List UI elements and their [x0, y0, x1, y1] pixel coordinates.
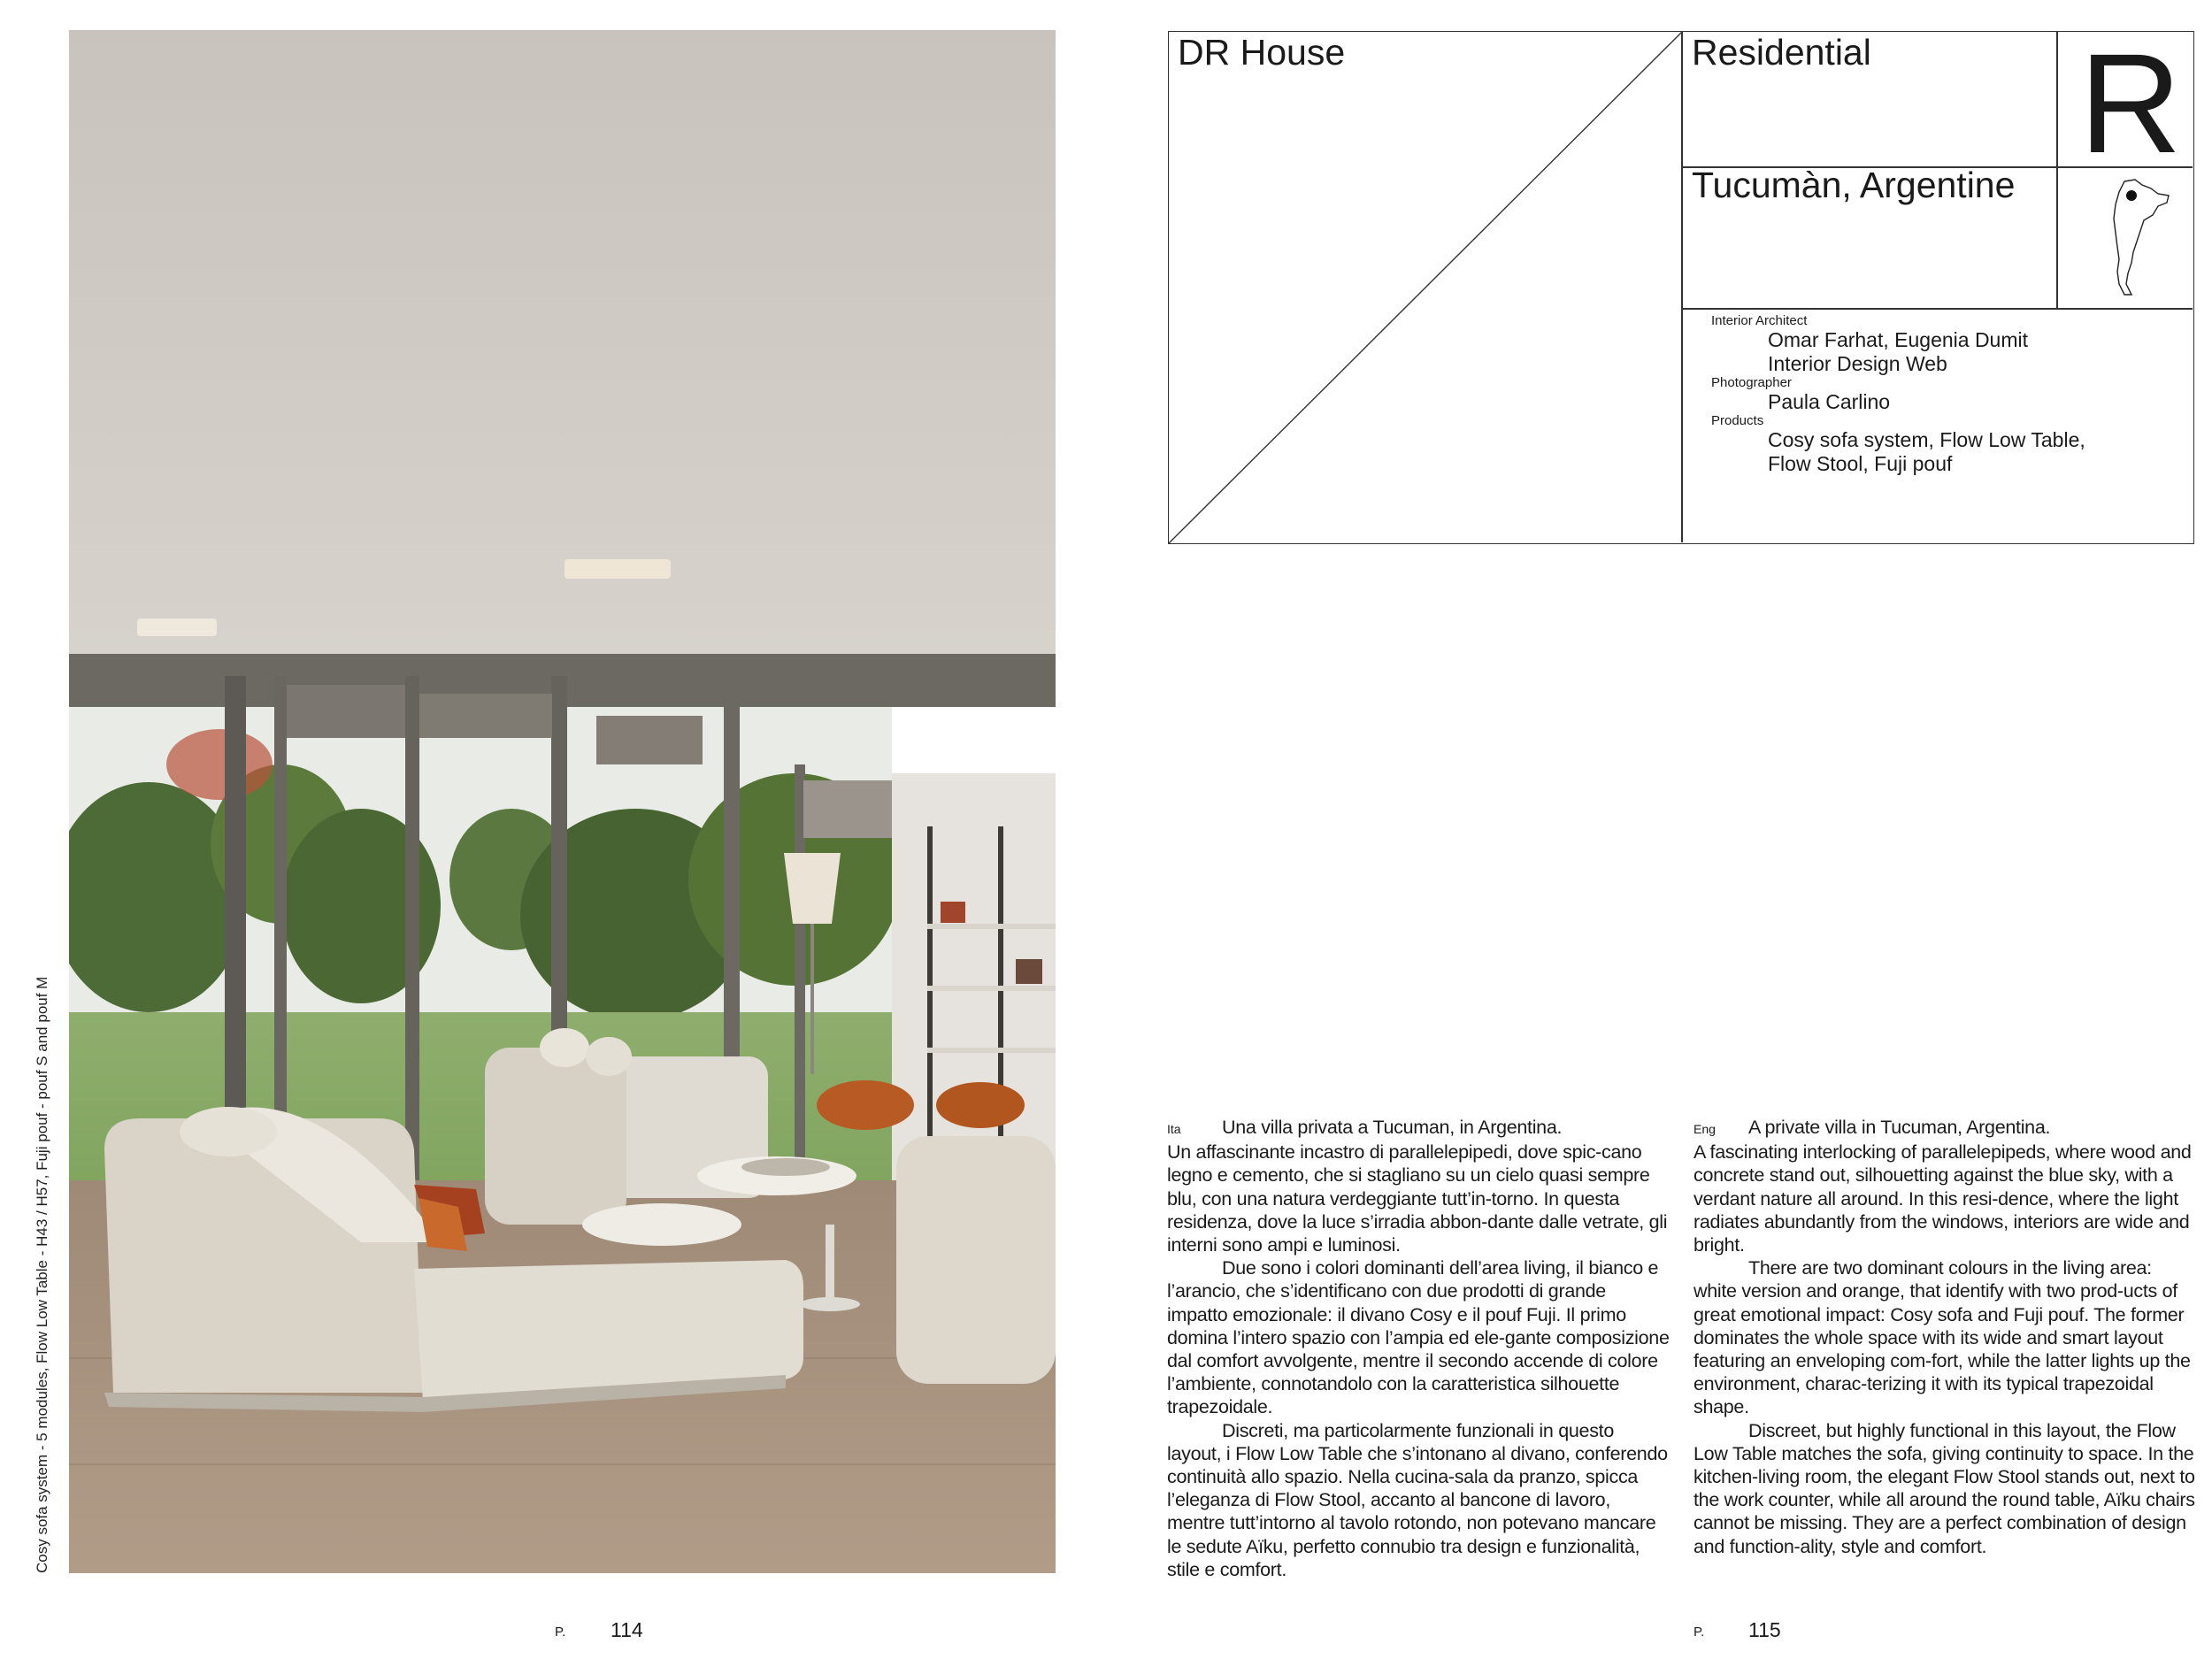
- page-marker: P.: [1694, 1624, 1705, 1640]
- interior-architect-name: Omar Farhat, Eugenia Dumit: [1768, 328, 2029, 351]
- diagonal-line: [1169, 32, 1682, 543]
- table-divider: [1681, 32, 1683, 542]
- italian-heading: Una villa privata a Tucuman, in Argentina.: [1222, 1117, 1563, 1138]
- photographer-label: Photographer: [1711, 375, 1792, 390]
- english-text-column: [1694, 1116, 2198, 1558]
- project-title: DR House: [1178, 32, 1346, 73]
- language-tag: Ita: [1167, 1122, 1181, 1136]
- interior-architect-label: Interior Architect: [1711, 313, 1808, 328]
- argentina-map-icon: [2089, 176, 2177, 300]
- project-info-table: [1168, 24, 2194, 544]
- living-room-photo: [69, 30, 1056, 1573]
- english-paragraph: Discreet, but highly functional in this layout, the Flow Low Table matches the sofa, giving continuity to space. In the kitchen-living room, the elegant Flow Stool stands out, next to the work counter, while all around the round table, Aïku chairs cannot be missing. They are a perfect combination of design and function-ality, style and comfort.: [1694, 1419, 2195, 1557]
- italian-paragraph: Due sono i colori dominanti dell’area living, il bianco e l’arancio, che s’identificano con due prodotti di grande impatto emozionale: il divano Cosy e il pouf Fuji. Il primo domina l’intero spazio con l’ampia ed ele-gante composizione dal comfort avvolgente, mentre il secondo accende di colore l’ambiente, connotandolo con la caratteristica silhouette trapezoidale.: [1167, 1257, 1670, 1418]
- page-number-right: 115: [1748, 1618, 1781, 1641]
- english-paragraph: A fascinating interlocking of parallelepipeds, where wood and concrete stand out, silhouetting against the blue sky, with a verdant nature all around. In this resi-dence, where the light radiates abundantly from the windows, interiors are wide and bright.: [1694, 1141, 2192, 1256]
- language-tag: Eng: [1694, 1122, 1716, 1136]
- photographer-name: Paula Carlino: [1768, 390, 1891, 413]
- category-label: Residential: [1692, 32, 1871, 73]
- photo-caption: Cosy sofa system - 5 modules, Flow Low Table - H43 / H57, Fuji pouf - pouf S and pouf M: [34, 976, 50, 1573]
- location-label: Tucumàn, Argentine: [1692, 165, 2016, 205]
- italian-paragraph: Un affascinante incastro di parallelepipedi, dove spic-cano legno e cemento, che si stagliano su un cielo quasi sempre blu, con una natura verdeggiante tutt’in-torno. In questa residenza, dove la luce s’irradia abbon-dante dalle vetrate, gli interni sono ampi e luminosi.: [1167, 1141, 1668, 1256]
- table-divider: [2056, 32, 2058, 308]
- products-label: Products: [1711, 413, 1764, 428]
- page-number-left: 114: [611, 1618, 643, 1641]
- category-letter: R: [2079, 24, 2182, 182]
- table-divider: [1682, 308, 2193, 310]
- italian-paragraph: Discreti, ma particolarmente funzionali in questo layout, i Flow Low Table che s’intonano al divano, conferendo continuità allo spazio. Nella cucina-sala da pranzo, spicca l’eleganza di Flow Stool, accanto al bancone di lavoro, mentre tutt’intorno al tavolo rotondo, non potevano mancare le sedute Aïku, perfetto connubio tra design e funzionalità, stile e comfort.: [1167, 1419, 1668, 1580]
- living-room-illustration: [69, 30, 1056, 1573]
- interior-architect-studio: Interior Design Web: [1768, 352, 1947, 375]
- products-line-2: Flow Stool, Fuji pouf: [1768, 452, 1953, 475]
- english-heading: A private villa in Tucuman, Argentina.: [1748, 1117, 2051, 1138]
- page-marker: P.: [555, 1624, 566, 1640]
- italian-text-column: [1167, 1116, 1671, 1581]
- products-line-1: Cosy sofa system, Flow Low Table,: [1768, 428, 2085, 451]
- english-paragraph: There are two dominant colours in the living area: white version and orange, that identify with two prod-ucts of great emotional impact: Cosy sofa and Fuji pouf. The former dominates the whole space with its wide and smart layout featuring an enveloping com-fort, while the latter lights up the environment, charac-terizing it with its typical trapezoidal shape.: [1694, 1257, 2191, 1418]
